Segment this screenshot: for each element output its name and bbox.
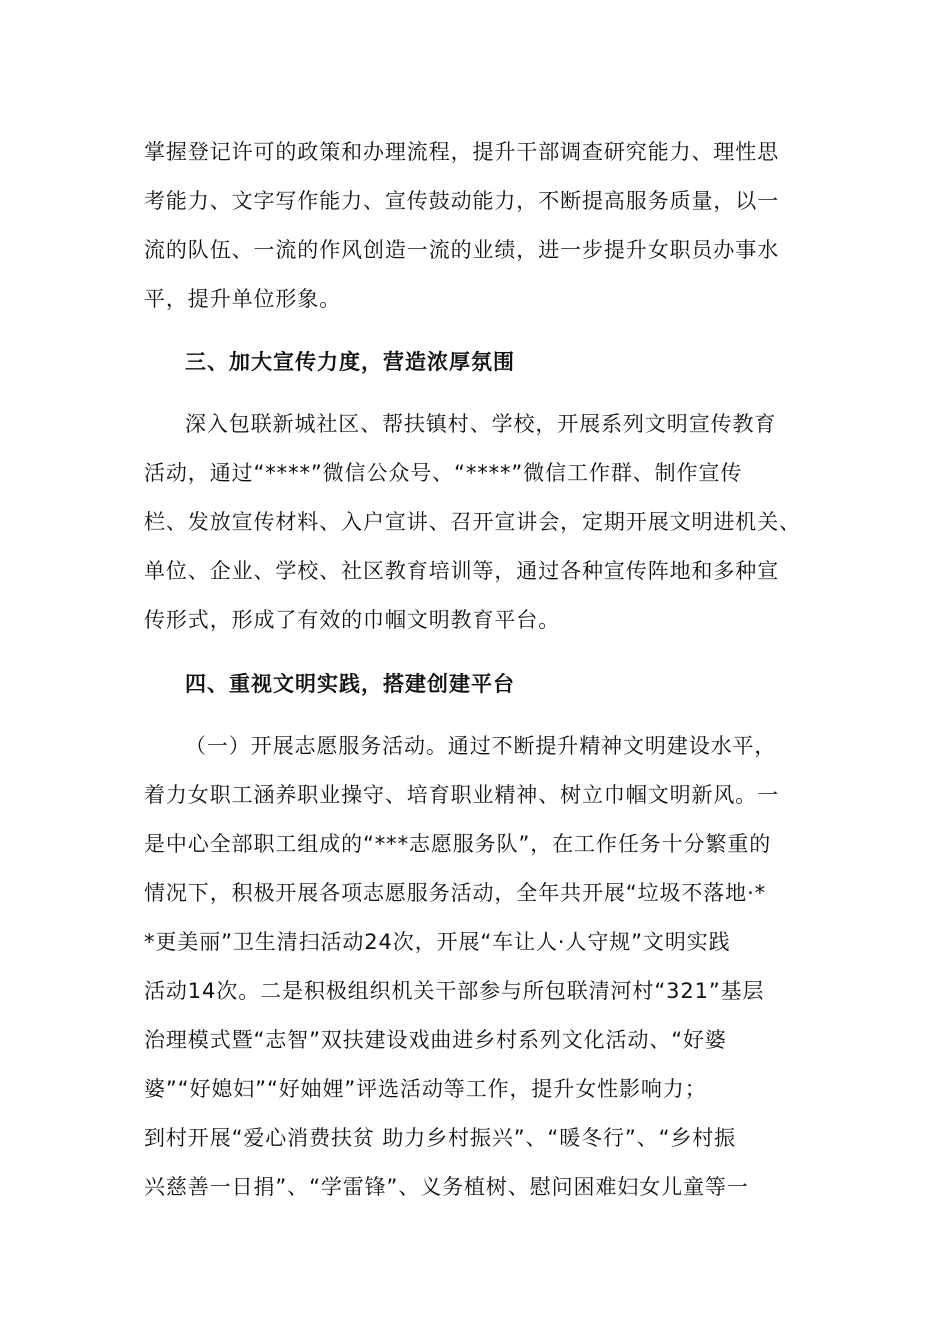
paragraph-line: 活动，通过“****”微信公众号、“****”微信工作群、制作宣传 [144,461,743,485]
paragraph-line: 到村开展“爱心消费扶贫 助力乡村振兴”、“暖冬行”、“乡村振 [144,1126,737,1150]
paragraph-line: 单位、企业、学校、社区教育培训等，通过各种宣传阵地和多种宣 [144,559,780,583]
paragraph-line: 栏、发放宣传材料、入户宣讲、召开宣讲会，定期开展文明进机关、 [144,510,801,534]
paragraph-line: 是中心全部职工组成的“***志愿服务队”，在工作任务十分繁重的 [144,832,772,856]
paragraph-line: 着力女职工涵养职业操守、培育职业精神、树立巾帼文明新风。一 [144,783,780,807]
paragraph-line: 深入包联新城社区、帮扶镇村、学校，开展系列文明宣传教育 [185,412,777,436]
paragraph-line: 考能力、文字写作能力、宣传鼓动能力，不断提高服务质量，以一 [144,189,780,213]
paragraph-line: 流的队伍、一流的作风创造一流的业绩，进一步提升女职员办事水 [144,238,780,262]
paragraph-line: 掌握登记许可的政策和办理流程，提升干部调查研究能力、理性思 [144,140,780,164]
paragraph-line: *更美丽”卫生清扫活动24次，开展“车让人·人守规”文明实践 [144,930,731,954]
paragraph-line: 活动14次。二是积极组织机关干部参与所包联清河村“321”基层 [144,979,765,1003]
section-heading-3: 三、加大宣传力度，营造浓厚氛围 [185,350,515,374]
paragraph-line: 情况下，积极开展各项志愿服务活动，全年共开展“垃圾不落地·* [144,881,767,905]
paragraph-line: 兴慈善一日捐”、“学雷锋”、义务植树、慰问困难妇女儿童等一 [144,1175,749,1199]
paragraph-line: 平，提升单位形象。 [144,287,342,311]
paragraph-line: 传形式，形成了有效的巾帼文明教育平台。 [144,608,561,632]
paragraph-line: 婆”“好媳妇”“好妯娌”评选活动等工作，提升女性影响力； [144,1077,707,1101]
paragraph-line: （一）开展志愿服务活动。通过不断提升精神文明建设水平， [185,734,777,758]
paragraph-line: 治理模式暨“志智”双扶建设戏曲进乡村系列文化活动、“好婆 [144,1028,727,1052]
section-heading-4: 四、重视文明实践，搭建创建平台 [185,672,515,696]
